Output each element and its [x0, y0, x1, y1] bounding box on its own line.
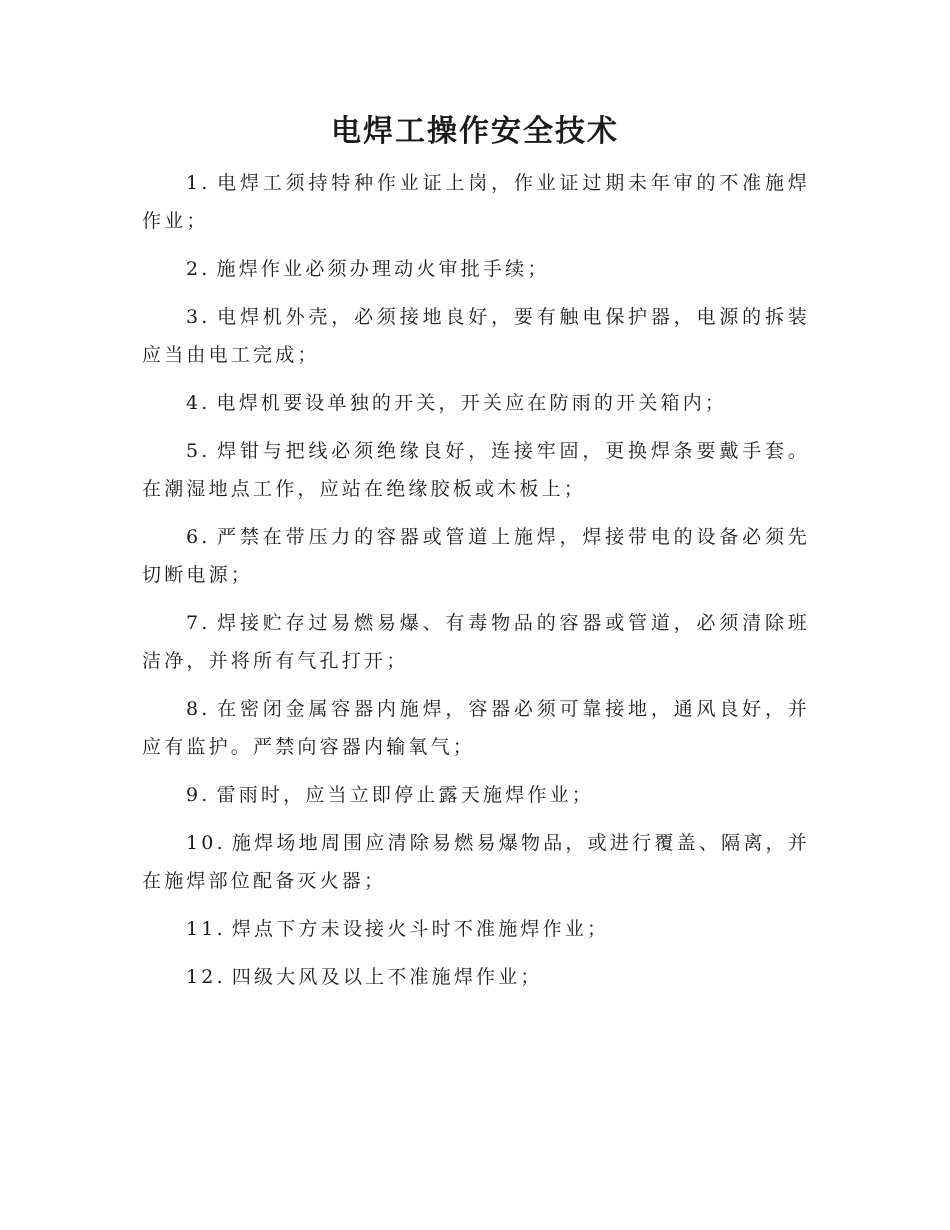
list-item — [142, 604, 810, 680]
item-text: 电焊机外壳，必须接地良好，要有触电保护器，电源的拆装应当由电工完成； — [142, 306, 810, 366]
list-item — [142, 164, 810, 240]
item-number: 7. — [186, 612, 211, 634]
item-text: 焊点下方未设接火斗时不准施焊作业； — [231, 918, 610, 940]
item-text: 焊钳与把线必须绝缘良好，连接牢固，更换焊条要戴手套。在潮湿地点工作，应站在绝缘胶板或木板上； — [142, 440, 810, 500]
item-text: 电焊机要设单独的开关，开关应在防雨的开关箱内； — [216, 392, 728, 414]
list-item — [142, 958, 810, 996]
item-text: 电焊工须持特种作业证上岗，作业证过期未年审的不准施焊作业； — [142, 172, 810, 232]
document-body — [142, 164, 810, 1006]
list-item — [142, 690, 810, 766]
item-text: 严禁在带压力的容器或管道上施焊，焊接带电的设备必须先切断电源； — [142, 526, 810, 586]
list-item — [142, 910, 810, 948]
list-item — [142, 250, 810, 288]
item-text: 四级大风及以上不准施焊作业； — [231, 966, 543, 988]
item-number: 5. — [186, 440, 211, 462]
item-text: 在密闭金属容器内施焊，容器必须可靠接地，通风良好，并应有监护。严禁向容器内输氧气； — [142, 698, 810, 758]
item-number: 2. — [186, 258, 211, 280]
item-number: 8. — [186, 698, 211, 720]
item-text: 雷雨时，应当立即停止露天施焊作业； — [216, 784, 594, 806]
list-item — [142, 298, 810, 374]
list-item — [142, 824, 810, 900]
item-text: 施焊场地周围应清除易燃易爆物品，或进行覆盖、隔离，并在施焊部位配备灭火器； — [142, 832, 810, 892]
document-title: 电焊工操作安全技术 — [331, 114, 619, 149]
item-number: 10. — [186, 832, 226, 854]
item-number: 4. — [186, 392, 211, 414]
item-number: 6. — [186, 526, 211, 548]
list-item — [142, 518, 810, 594]
item-text: 施焊作业必须办理动火审批手续； — [216, 258, 550, 280]
item-number: 3. — [186, 306, 211, 328]
item-number: 11. — [186, 918, 226, 940]
list-item — [142, 384, 810, 422]
item-number: 1. — [186, 172, 211, 194]
item-number: 9. — [186, 784, 211, 806]
item-number: 12. — [186, 966, 226, 988]
list-item — [142, 776, 810, 814]
list-item — [142, 432, 810, 508]
item-text: 焊接贮存过易燃易爆、有毒物品的容器或管道，必须清除班洁净，并将所有气孔打开； — [142, 612, 810, 672]
